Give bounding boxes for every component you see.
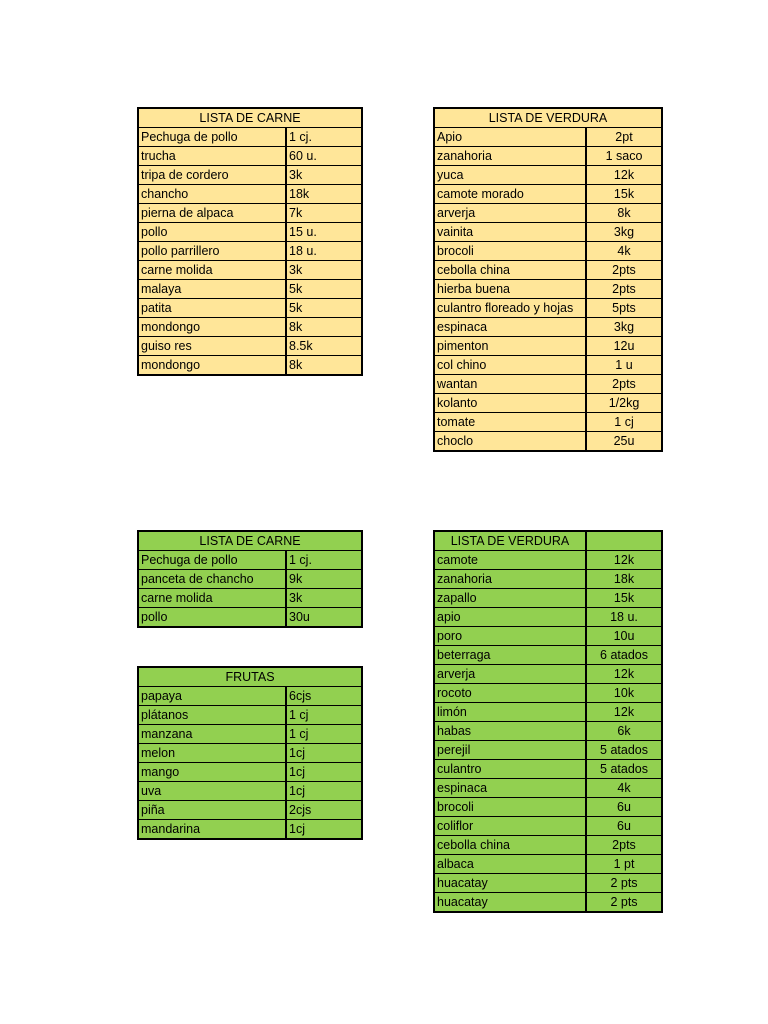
item-quantity: 6cjs	[286, 687, 362, 706]
item-name: mondongo	[138, 318, 286, 337]
item-name: perejil	[434, 741, 586, 760]
item-quantity: 2pt	[586, 128, 662, 147]
table-row	[434, 299, 662, 318]
item-name: zapallo	[434, 589, 586, 608]
item-quantity: 8k	[286, 356, 362, 376]
meat-list-green	[137, 530, 363, 628]
item-name: plátanos	[138, 706, 286, 725]
item-name: patita	[138, 299, 286, 318]
vegetable-list-yellow	[433, 107, 663, 452]
item-name: arverja	[434, 665, 586, 684]
table-row	[434, 375, 662, 394]
table-row	[138, 589, 362, 608]
item-name: Pechuga de pollo	[138, 128, 286, 147]
table-title: LISTA DE CARNE	[138, 108, 362, 128]
item-name: culantro floreado y hojas	[434, 299, 586, 318]
item-quantity: 12k	[586, 551, 662, 570]
item-name: apio	[434, 608, 586, 627]
table-row	[434, 722, 662, 741]
table-row	[434, 665, 662, 684]
table-row	[434, 223, 662, 242]
item-quantity: 1 cj	[586, 413, 662, 432]
item-quantity: 12u	[586, 337, 662, 356]
table-row	[138, 706, 362, 725]
item-name: coliflor	[434, 817, 586, 836]
table-row	[434, 779, 662, 798]
item-name: guiso res	[138, 337, 286, 356]
item-name: carne molida	[138, 261, 286, 280]
item-quantity: 6u	[586, 798, 662, 817]
fruit-list	[137, 666, 363, 840]
table-row	[434, 128, 662, 147]
table-row	[434, 356, 662, 375]
item-quantity: 18k	[586, 570, 662, 589]
item-name: papaya	[138, 687, 286, 706]
item-quantity: 2pts	[586, 836, 662, 855]
item-quantity: 1/2kg	[586, 394, 662, 413]
table-header-row	[138, 108, 362, 128]
item-quantity: 5k	[286, 299, 362, 318]
item-quantity: 6k	[586, 722, 662, 741]
item-name: panceta de chancho	[138, 570, 286, 589]
table-row	[138, 147, 362, 166]
table-row	[434, 204, 662, 223]
item-quantity: 25u	[586, 432, 662, 452]
table-row	[138, 299, 362, 318]
item-quantity: 9k	[286, 570, 362, 589]
table-row	[434, 874, 662, 893]
item-name: zanahoria	[434, 147, 586, 166]
table-row	[434, 394, 662, 413]
item-quantity: 1cj	[286, 820, 362, 840]
item-quantity: 1 cj.	[286, 551, 362, 570]
table-title: FRUTAS	[138, 667, 362, 687]
item-name: espinaca	[434, 318, 586, 337]
item-quantity: 2 pts	[586, 874, 662, 893]
item-name: melon	[138, 744, 286, 763]
table-row	[434, 147, 662, 166]
item-quantity: 12k	[586, 166, 662, 185]
item-name: mandarina	[138, 820, 286, 840]
item-quantity: 30u	[286, 608, 362, 628]
item-quantity: 18k	[286, 185, 362, 204]
item-quantity: 2 pts	[586, 893, 662, 913]
item-quantity: 6 atados	[586, 646, 662, 665]
item-name: kolanto	[434, 394, 586, 413]
item-name: trucha	[138, 147, 286, 166]
item-name: yuca	[434, 166, 586, 185]
item-quantity: 5pts	[586, 299, 662, 318]
table-row	[138, 782, 362, 801]
item-quantity: 6u	[586, 817, 662, 836]
item-quantity: 8k	[586, 204, 662, 223]
table-header-row	[434, 531, 662, 551]
item-name: huacatay	[434, 893, 586, 913]
item-quantity: 60 u.	[286, 147, 362, 166]
table-row	[434, 318, 662, 337]
item-name: piña	[138, 801, 286, 820]
item-quantity: 1cj	[286, 763, 362, 782]
item-quantity: 15k	[586, 589, 662, 608]
table-row	[138, 356, 362, 376]
table-row	[138, 551, 362, 570]
table-row	[138, 744, 362, 763]
table-row	[434, 589, 662, 608]
table-row	[434, 570, 662, 589]
table-row	[138, 185, 362, 204]
vegetable-list-green	[433, 530, 663, 913]
item-name: hierba buena	[434, 280, 586, 299]
item-name: brocoli	[434, 798, 586, 817]
item-name: pierna de alpaca	[138, 204, 286, 223]
item-name: malaya	[138, 280, 286, 299]
table-row	[434, 242, 662, 261]
table-row	[434, 893, 662, 913]
item-name: huacatay	[434, 874, 586, 893]
item-name: choclo	[434, 432, 586, 452]
table-header-row	[434, 108, 662, 128]
item-name: zanahoria	[434, 570, 586, 589]
table-row	[434, 261, 662, 280]
table-header-row	[138, 531, 362, 551]
item-name: vainita	[434, 223, 586, 242]
table-row	[138, 204, 362, 223]
item-name: mango	[138, 763, 286, 782]
table-row	[434, 627, 662, 646]
table-row	[138, 261, 362, 280]
item-quantity: 18 u.	[286, 242, 362, 261]
item-name: col chino	[434, 356, 586, 375]
item-quantity: 3k	[286, 589, 362, 608]
table-row	[434, 760, 662, 779]
item-name: espinaca	[434, 779, 586, 798]
item-quantity: 5k	[286, 280, 362, 299]
table-row	[434, 280, 662, 299]
table-row	[434, 608, 662, 627]
table-row	[434, 684, 662, 703]
item-quantity: 10u	[586, 627, 662, 646]
item-quantity: 1 cj	[286, 725, 362, 744]
item-quantity: 1 cj	[286, 706, 362, 725]
item-name: wantan	[434, 375, 586, 394]
item-quantity: 12k	[586, 703, 662, 722]
item-quantity: 12k	[586, 665, 662, 684]
item-quantity: 3k	[286, 166, 362, 185]
table-row	[434, 166, 662, 185]
table-row	[434, 817, 662, 836]
item-name: albaca	[434, 855, 586, 874]
item-quantity: 1 saco	[586, 147, 662, 166]
table-row	[138, 242, 362, 261]
item-quantity: 5 atados	[586, 760, 662, 779]
item-name: poro	[434, 627, 586, 646]
item-quantity: 4k	[586, 242, 662, 261]
item-name: brocoli	[434, 242, 586, 261]
table-row	[434, 432, 662, 452]
item-quantity: 1cj	[286, 782, 362, 801]
item-quantity: 15k	[586, 185, 662, 204]
table-row	[138, 820, 362, 840]
item-name: carne molida	[138, 589, 286, 608]
item-quantity: 2cjs	[286, 801, 362, 820]
item-quantity: 3kg	[586, 318, 662, 337]
item-quantity: 3k	[286, 261, 362, 280]
item-quantity: 7k	[286, 204, 362, 223]
item-name: pimenton	[434, 337, 586, 356]
table-row	[434, 703, 662, 722]
item-name: arverja	[434, 204, 586, 223]
item-name: tripa de cordero	[138, 166, 286, 185]
table-row	[434, 337, 662, 356]
table-row	[138, 337, 362, 356]
item-quantity: 10k	[586, 684, 662, 703]
table-row	[434, 855, 662, 874]
item-name: tomate	[434, 413, 586, 432]
item-quantity: 1 u	[586, 356, 662, 375]
table-row	[434, 836, 662, 855]
table-row	[138, 223, 362, 242]
item-name: cebolla china	[434, 836, 586, 855]
empty-header-cell	[586, 531, 662, 551]
item-quantity: 4k	[586, 779, 662, 798]
item-name: culantro	[434, 760, 586, 779]
item-name: pollo	[138, 223, 286, 242]
table-row	[138, 801, 362, 820]
table-row	[138, 725, 362, 744]
item-name: mondongo	[138, 356, 286, 376]
table-row	[138, 318, 362, 337]
item-name: pollo	[138, 608, 286, 628]
item-name: limón	[434, 703, 586, 722]
table-row	[138, 166, 362, 185]
item-name: pollo parrillero	[138, 242, 286, 261]
table-title: LISTA DE VERDURA	[434, 108, 662, 128]
item-name: habas	[434, 722, 586, 741]
item-quantity: 1cj	[286, 744, 362, 763]
item-quantity: 15 u.	[286, 223, 362, 242]
table-row	[434, 798, 662, 817]
item-quantity: 1 pt	[586, 855, 662, 874]
item-name: Pechuga de pollo	[138, 551, 286, 570]
table-row	[434, 551, 662, 570]
item-quantity: 8.5k	[286, 337, 362, 356]
table-row	[434, 413, 662, 432]
item-name: chancho	[138, 185, 286, 204]
meat-list-yellow	[137, 107, 363, 376]
item-name: cebolla china	[434, 261, 586, 280]
table-row	[138, 128, 362, 147]
item-quantity: 2pts	[586, 261, 662, 280]
item-name: Apio	[434, 128, 586, 147]
table-row	[434, 185, 662, 204]
table-row	[434, 741, 662, 760]
item-name: camote	[434, 551, 586, 570]
table-row	[138, 570, 362, 589]
item-name: uva	[138, 782, 286, 801]
item-name: beterraga	[434, 646, 586, 665]
item-name: manzana	[138, 725, 286, 744]
table-header-row	[138, 667, 362, 687]
item-quantity: 1 cj.	[286, 128, 362, 147]
item-quantity: 5 atados	[586, 741, 662, 760]
item-quantity: 2pts	[586, 375, 662, 394]
table-row	[138, 280, 362, 299]
item-name: rocoto	[434, 684, 586, 703]
table-title: LISTA DE CARNE	[138, 531, 362, 551]
table-row	[434, 646, 662, 665]
item-quantity: 8k	[286, 318, 362, 337]
item-name: camote morado	[434, 185, 586, 204]
item-quantity: 18 u.	[586, 608, 662, 627]
item-quantity: 3kg	[586, 223, 662, 242]
table-row	[138, 608, 362, 628]
item-quantity: 2pts	[586, 280, 662, 299]
table-row	[138, 687, 362, 706]
table-row	[138, 763, 362, 782]
table-title: LISTA DE VERDURA	[434, 531, 586, 551]
